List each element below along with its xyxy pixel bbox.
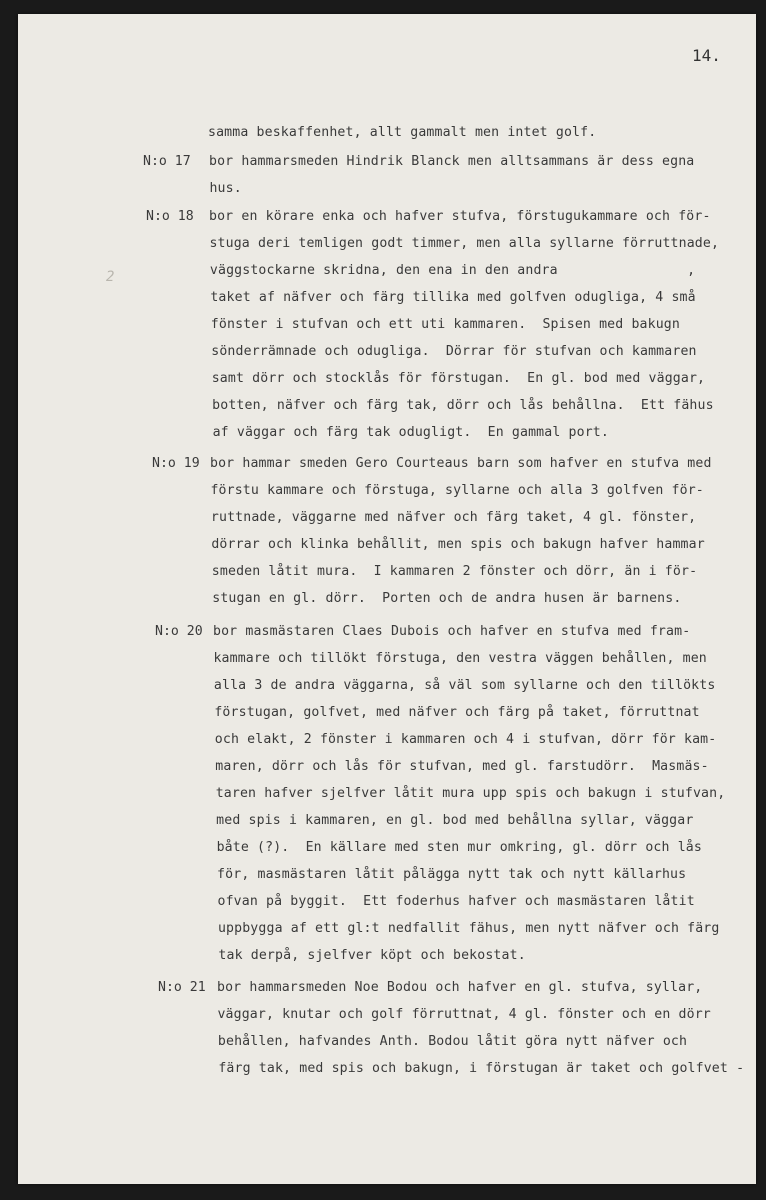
text-line: af väggar och färg tak odugligt. En gammal port. — [212, 425, 609, 440]
text-line: fönster i stufvan och ett uti kammaren. Spisen med bakugn — [210, 317, 680, 332]
text-line: bor masmästaren Claes Dubois och hafver en stufva med fram- — [213, 624, 691, 639]
text-line: uppbygga af ett gl:t nedfallit fähus, men nytt näfver och färg — [217, 921, 720, 936]
text-line: bor hammarsmeden Noe Bodou och hafver en gl. stufva, syllar, — [217, 980, 703, 995]
entry-number: N:o 17 — [143, 154, 191, 169]
text-line: ofvan på byggit. Ett foderhus hafver och masmästaren låtit — [217, 894, 695, 909]
entry-number: N:o 19 — [152, 456, 200, 471]
text-line: för, masmästaren låtit pålägga nytt tak och nytt källarhus — [217, 867, 687, 882]
text-line: behållen, hafvandes Anth. Bodou låtit göra nytt näfver och — [217, 1034, 688, 1049]
text-line: väggar, knutar och golf förruttnat, 4 gl. fönster och en dörr — [217, 1007, 711, 1022]
text-line: med spis i kammaren, en gl. bod med behållna syllar, väggar — [216, 813, 694, 828]
text-line: maren, dörr och lås för stufvan, med gl. farstudörr. Masmäs- — [215, 759, 709, 774]
entry-number: N:o 20 — [155, 624, 203, 639]
text-line: botten, näfver och färg tak, dörr och lås behållna. Ett fähus — [212, 398, 714, 413]
text-line: bor en körare enka och hafver stufva, förstugukammare och för- — [209, 209, 711, 224]
text-line: väggstockarne skridna, den ena in den andra , — [209, 263, 696, 278]
text-line: båte (?). En källare med sten mur omkring, gl. dörr och lås — [216, 840, 702, 855]
text-line: förstugan, golfvet, med näfver och färg på taket, förruttnat — [214, 705, 700, 720]
text-line: dörrar och klinka behållit, men spis och bakugn hafver hammar — [211, 537, 705, 552]
text-line: smeden låtit mura. I kammaren 2 fönster och dörr, än i för- — [211, 564, 698, 579]
text-line: stuga deri temligen godt timmer, men alla syllarne förruttnade, — [209, 236, 720, 251]
text-line: samt dörr och stocklås för förstugan. En gl. bod med väggar, — [211, 371, 706, 386]
text-line: bor hammarsmeden Hindrik Blanck men alltsammans är dess egna — [209, 154, 695, 169]
text-line: samma beskaffenhet, allt gammalt men intet golf. — [208, 125, 597, 140]
text-line: stugan en gl. dörr. Porten och de andra husen är barnens. — [212, 591, 682, 606]
text-line: taren hafver sjelfver låtit mura upp spis och bakugn i stufvan, — [215, 786, 726, 801]
text-line: förstu kammare och förstuga, syllarne och alla 3 golfven för- — [210, 483, 704, 498]
text-line: bor hammar smeden Gero Courteaus barn som hafver en stufva med — [210, 456, 712, 471]
entry-number: N:o 18 — [146, 209, 194, 224]
pencil-mark: 2 — [106, 269, 115, 285]
text-line: ruttnade, väggarne med näfver och färg taket, 4 gl. fönster, — [210, 510, 697, 525]
entry-number: N:o 21 — [158, 980, 206, 995]
text-line: kammare och tillökt förstuga, den vestra väggen behållen, men — [213, 651, 707, 666]
text-line: alla 3 de andra väggarna, så väl som syllarne och den tillökts — [213, 678, 716, 693]
text-line: färg tak, med spis och bakugn, i förstugan är taket och golfvet - — [218, 1061, 745, 1076]
text-line: sönderrämnade och odugliga. Dörrar för stufvan och kammaren — [211, 344, 697, 359]
text-line: hus. — [209, 181, 242, 196]
text-line: tak derpå, sjelfver köpt och bekostat. — [218, 948, 526, 963]
text-line: taket af näfver och färg tillika med golfven odugliga, 4 små — [210, 290, 696, 305]
text-line: och elakt, 2 fönster i kammaren och 4 i stufvan, dörr för kam- — [214, 732, 717, 747]
document-page — [18, 14, 756, 1184]
page-number: 14. — [692, 46, 721, 65]
